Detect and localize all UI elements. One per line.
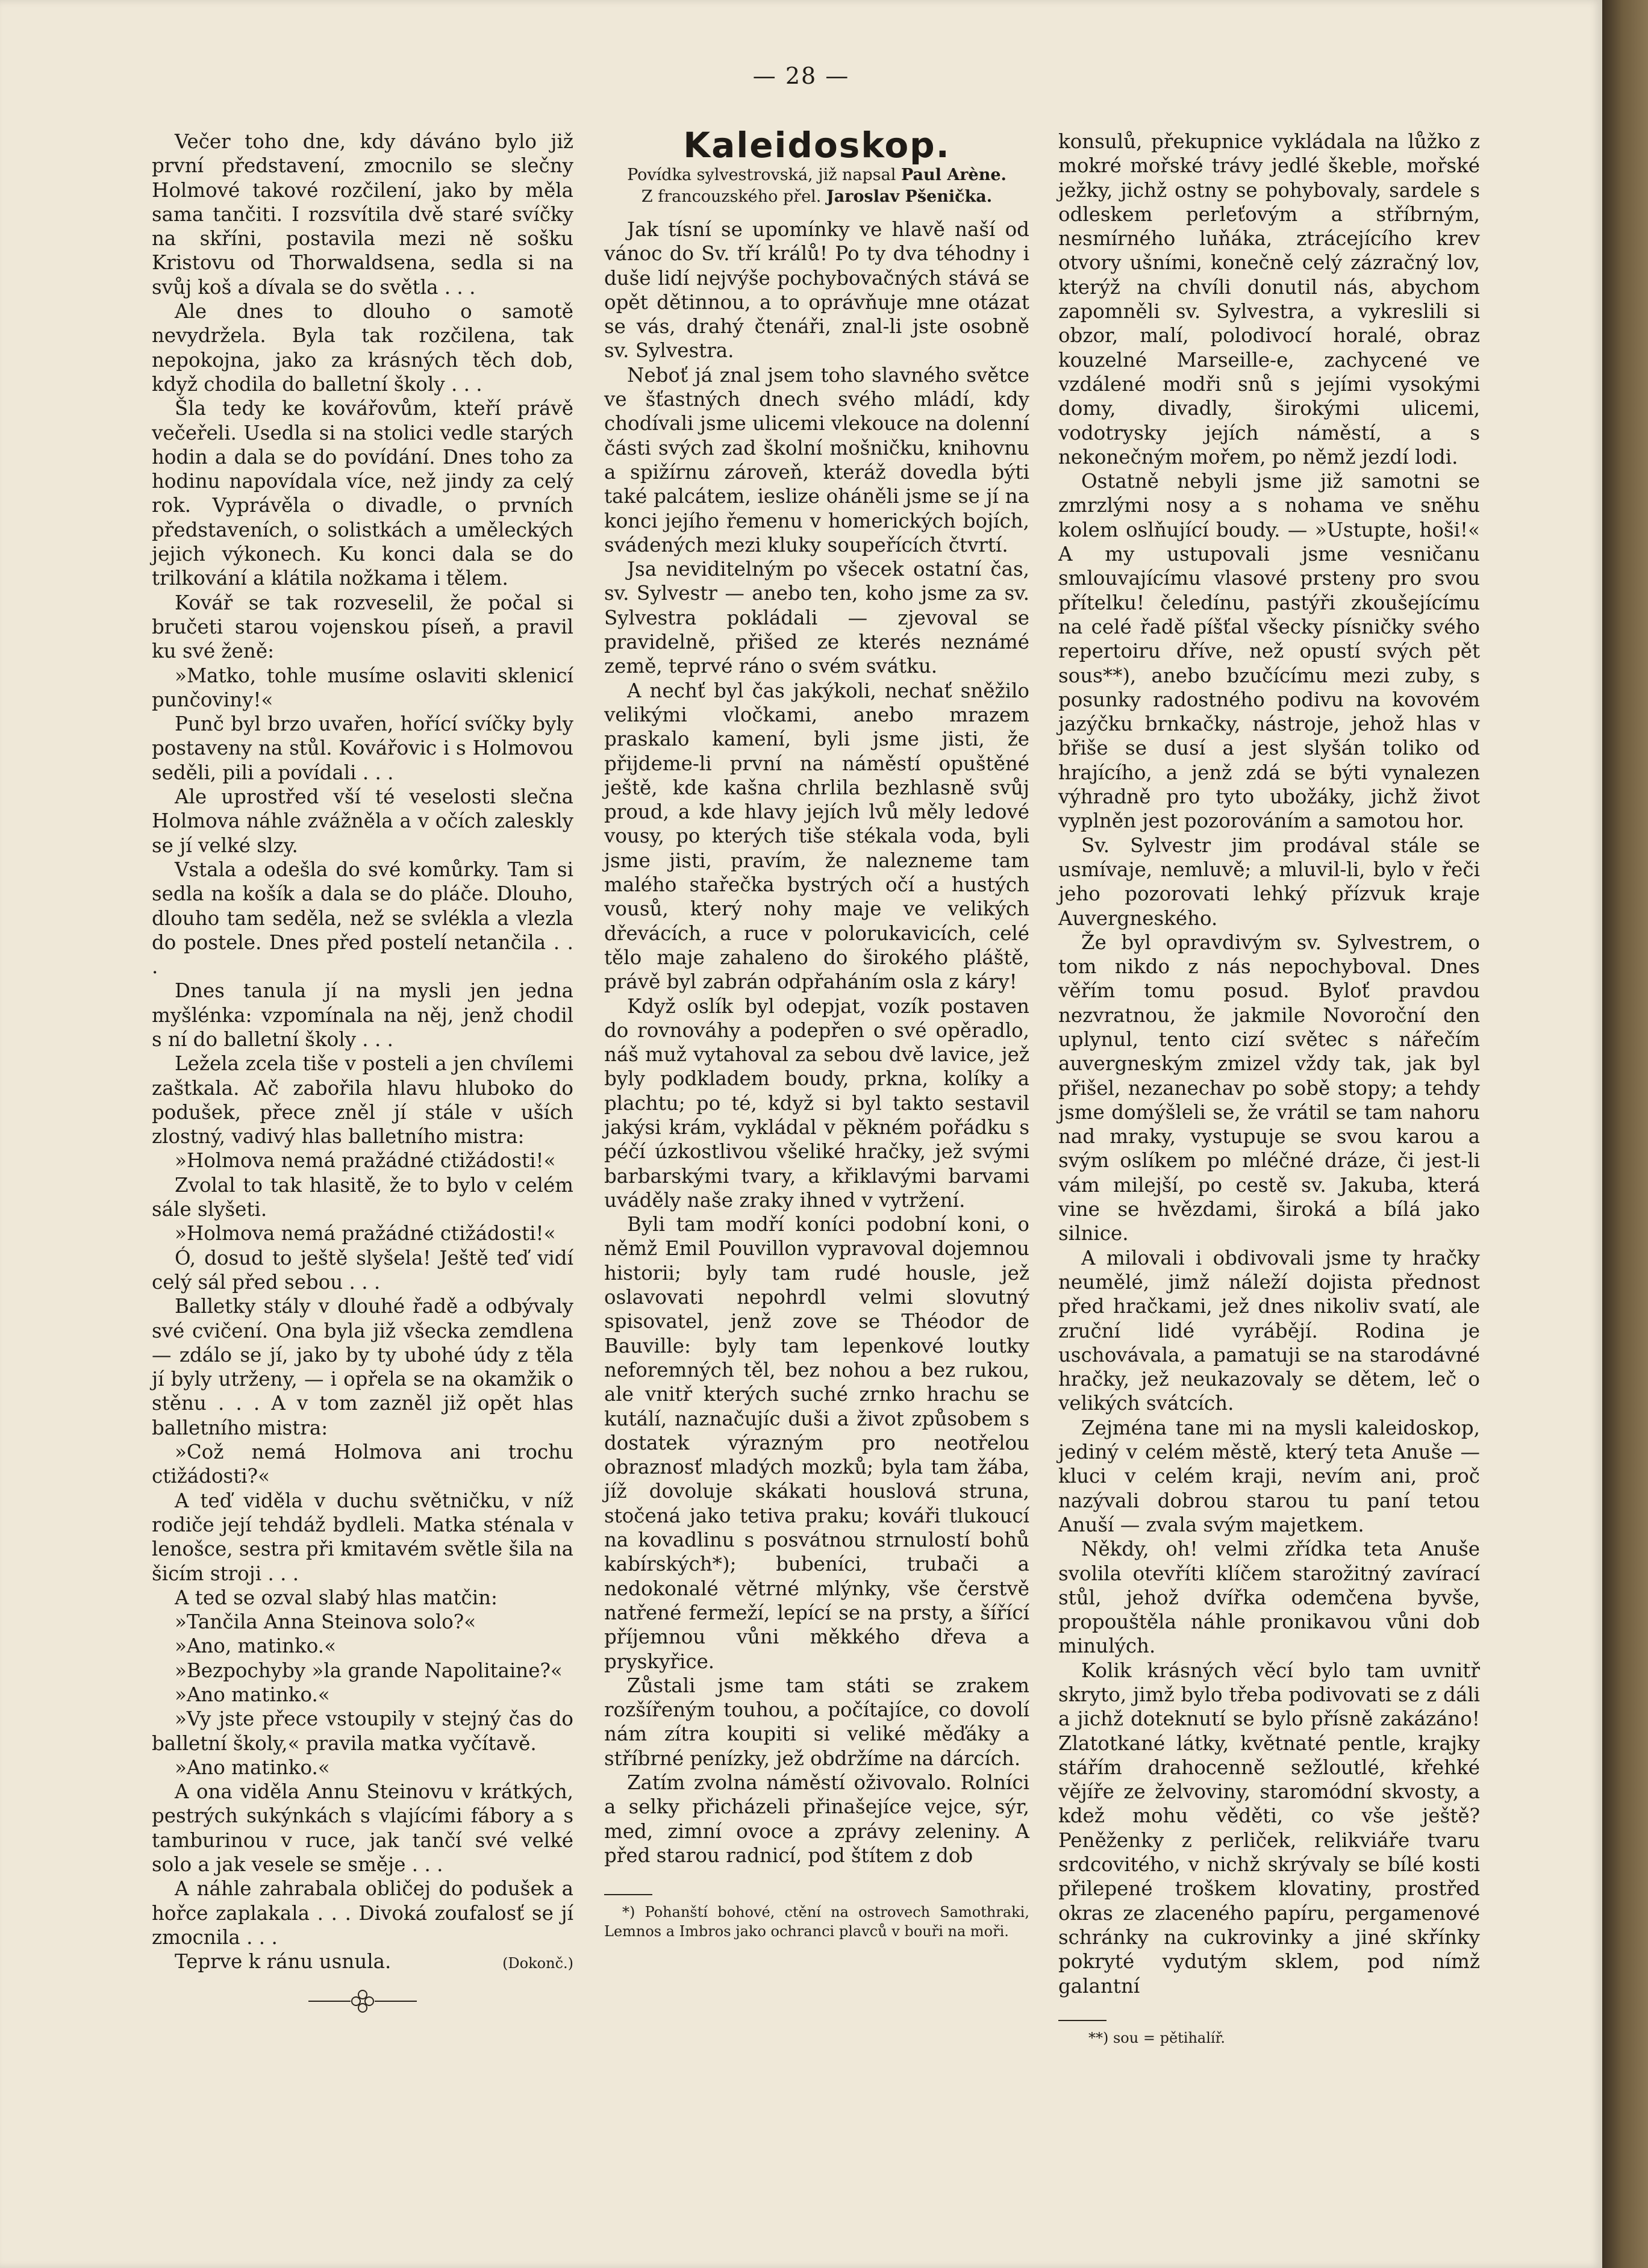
paragraph: »Bezpochyby »la grande Napolitaine?« xyxy=(175,1659,563,1682)
byline-prefix: Povídka sylvestrovská, již napsal xyxy=(627,166,896,184)
paragraph: Někdy, oh! velmi zřídka teta Anuše svolila otevříti klíčem starožitný zavírací stůl, jehož dvířka odemčena byvše, propouštěla náhle pronikavou vůni dob minulých. xyxy=(1058,1537,1480,1658)
column-3-continuation xyxy=(1058,129,1480,2048)
paragraph: Balletky stály v dlouhé řadě a odbývaly své cvičení. Ona byla již všecka zemdlena — zdálo se jí, jako by ty ubohé údy z těla jí byly utrženy, — i opřela se na okamžik o stěnu . . . A v tom zazněl již opět hlas balletního mistra: xyxy=(152,1295,573,1439)
paragraph: A náhle zahrabala obličej do podušek a hořce zaplakala . . . Divoká zoufalosť se jí zmocnila . . . xyxy=(152,1877,573,1949)
page-number: — 28 — xyxy=(752,63,850,89)
paragraph: Když oslík byl odepjat, vozík postaven do rovnováhy a podepřen o své opěradlo, náš muž vytahoval za sebou dvě lavice, jež byly podkladem boudy, prkna, kolíky a plachtu; po té, když si byl takto sestavil jakýsi krám, vykládal v pěkném pořádku s péčí úzkostlivou všeliké hračky, jež svými barbarskými tvary, a křiklavými barvami uváděly naše zraky ihned v vytržení. xyxy=(604,994,1029,1212)
translator-line xyxy=(604,186,1029,208)
footnote: **) sou = pětihalíř. xyxy=(1088,2029,1226,2046)
paragraph: A ona viděla Annu Steinovu v krátkých, pestrých sukýnkách s vlajícími fábory a s tamburinou v ruce, jak tančí své velké solo a jak vesele se směje . . . xyxy=(152,1780,573,1877)
paragraph: A teď viděla v duchu světničku, v níž rodiče její tehdáž bydleli. Matka sténala v lenošce, sestra při kmitavém světle šila na šicím stroji . . . xyxy=(152,1489,573,1585)
paragraph: »Tančila Anna Steinova solo?« xyxy=(175,1610,476,1634)
paragraph: A ted se ozval slabý hlas matčin: xyxy=(175,1586,498,1609)
paragraph: Zejména tane mi na mysli kaleidoskop, jediný v celém městě, který teta Anuše — kluci v celém kraji, nevím ani, proč nazývali dobrou starou tu paní tetou Anuší — zvala svým majetkem. xyxy=(1058,1416,1480,1536)
paragraph: konsulů, překupnice vykládala na lůžko z mokré mořské trávy jedlé škeble, mořské ježky, jichž ostny se pohybovaly, sardele s odleskem perleťovým a stříbrným, nesmírného luňáka, ztrácejícího krev otvory ušními, konečně celý zázračný lov, kterýž na chvíli donutil nás, abychom zapomněli sv. Sylvestra, a vykreslili si obzor, malí, polodivocí horalé, obraz kouzelné Marseille-e, zachycené ve vzdálené modři snů s jejími vysokými domy, divadly, širokými ulicemi, vodotrysky jejích náměstí, a s nekonečným mořem, po němž jezdí lodi. xyxy=(1058,130,1480,469)
paragraph: Kovář se tak rozveselil, že počal si bručeti starou vojenskou píseň, a pravil ku své ženě: xyxy=(152,591,573,663)
last-line: Teprve k ránu usnula. xyxy=(175,1950,392,1974)
paragraph: Šla tedy ke kovářovům, kteří právě večeřeli. Usedla si na stolici vedle starých hodin a dala se do povídání. Dnes toho za hodinu napovídala více, než jindy za celý rok. Vyprávěla o divadle, o prvních představeních, o solistkách a uměleckých jejich výkonech. Ku konci dala se do trilkování a klátila nožkama i tělem. xyxy=(152,397,573,590)
paragraph: Ležela zcela tiše v posteli a jen chvílemi zaštkala. Ač zabořila hlavu hluboko do podušek, přece zněl jí stále v uších zlostný, vadivý hlas balletního mistra: xyxy=(152,1052,573,1148)
paragraph: Večer toho dne, kdy dáváno bylo již první představení, zmocnilo se slečny Holmové takové rozčilení, jako by měla sama tančiti. I rozsvítila dvě staré svíčky na skříni, postavila mezi ně sošku Kristovu od Thorwaldsena, sedla si na svůj koš a dívala se do světla . . . xyxy=(152,130,573,299)
paragraph: Kolik krásných věcí bylo tam uvnitř skryto, jimž bylo třeba podivovati se z dáli a jichž doteknutí se bylo přísně zakázáno! Zlatotkané látky, květnaté pentle, krajky stářím drahocenně sežloutlé, křehké vějíře ze želvoviny, staromódní skvosty, a kdež mohu věděti, co vše ještě? Peněženky z perliček, relikviáře tvaru srdcovitého, v nichž skrývaly se bílé kosti přilepené troškem klovatiny, prostřed okras ze zlaceného papíru, pergamenové schránky na cukrovinky a jiné skřínky pokryté vydutým sklem, pod nímž galantní xyxy=(1058,1659,1480,1998)
translator-prefix: Z francouzského přel. xyxy=(641,187,822,206)
paragraph: »Holmova nemá pražádné ctižádosti!« xyxy=(175,1149,556,1173)
column-1-story-ending xyxy=(152,129,573,2019)
ornament-divider-icon xyxy=(152,1987,573,2019)
article-title: Kaleidoskop. xyxy=(683,125,950,166)
footnote-rule xyxy=(604,1894,652,1895)
article-byline xyxy=(604,164,1029,186)
paragraph: Byli tam modří koníci podobní koni, o němž Emil Pouvillon vypravoval dojemnou historii; byly tam rudé housle, jež oslavovati nepohrdl velmi slovutný spisovatel, jenž zove se Théodor de Bauville: byly tam lepenkové loutky neforemných těl, bez nohou a bez rukou, ale vnitř kterých suché zrnko hrachu se kutálí, naznačujíc duši a život způsobem s dostatek výrazným pro neotřelou obraznosť mladých mozků; byla tam žába, jíž dovoluje skákati houslová struna, stočená jako tetiva praku; kováři tlukoucí na kovadlinu s posvátnou strnulostí bohů kabírských*); bubeníci, trubači a nedokonalé větrné mlýnky, vše čerstvě natřené fermeží, lepící se na prsty, a šířící příjemnou vůni měkkého dřeva a pryskyřice. xyxy=(604,1213,1029,1673)
paragraph: Sv. Sylvestr jim prodával stále se usmívaje, nemluvě; a mluvil-li, bylo v řeči jeho pozorovati lehký přízvuk kraje Auvergneského. xyxy=(1058,833,1480,930)
paragraph: Ale dnes to dlouho o samotě nevydržela. Byla tak rozčilena, tak nepokojna, jako za krásných těch dob, když chodila do balletní školy . . . xyxy=(152,300,573,396)
paragraph: »Ano matinko.« xyxy=(175,1756,330,1779)
to-be-continued-note: (Dokonč.) xyxy=(502,1955,573,1972)
paragraph: Zůstali jsme tam státi se zrakem rozšířeným touhou, a počítajíce, co dovolí nám zítra koupiti si veliké měďáky a stříbrné penízky, jež obdržíme na dárcích. xyxy=(604,1674,1029,1770)
story-ending xyxy=(152,1949,573,1975)
paragraph: »Ano matinko.« xyxy=(175,1683,330,1706)
paragraph: Ó, dosud to ještě slyšela! Ještě teď vidí celý sál před sebou . . . xyxy=(152,1246,573,1294)
binding-edge xyxy=(1602,0,1648,2268)
paragraph: Neboť já znal jsem toho slavného světce ve šťastných dnech svého mládí, kdy chodívali jsme ulicemi vlekouce na dolenní části svých zad školní mošničku, knihovnu a spižírnu zároveň, kteráž dovedla býti také palcátem, ieslize oháněli jsme se jí na konci jejího řemenu v homerických bojích, svádených mezi kluky soupeřících čtvrtí. xyxy=(604,363,1029,556)
paragraph: Jsa neviditelným po všecek ostatní čas, sv. Sylvestr — anebo ten, koho jsme za sv. Sylvestra pokládali — zjevoval se pravidelně, přišed ze kterés neznámé země, teprvé ráno o svém svátku. xyxy=(604,558,1029,678)
paragraph: »Matko, tohle musíme oslaviti sklenicí punčoviny!« xyxy=(152,664,573,711)
paragraph: »Což nemá Holmova ani trochu ctižádosti?« xyxy=(152,1441,573,1488)
paragraph: Dnes tanula jí na mysli jen jedna myšlénka: vzpomínala na něj, jenž chodil s ní do balletní školy . . . xyxy=(152,979,573,1051)
translator-name: Jaroslav Pšenička. xyxy=(826,187,993,206)
paragraph: Jak tísní se upomínky ve hlavě naší od vánoc do Sv. tří králů! Po ty dva téhodny i duše lidí nejvýše pochybovačných stává se opět dětinnou, a to oprávňuje mne otázat se vás, drahý čtenáři, znal-li jste osobně sv. Sylvestra. xyxy=(604,218,1029,363)
paragraph: »Vy jste přece vstoupily v stejný čas do balletní školy,« pravila matka vyčítavě. xyxy=(152,1707,573,1755)
paragraph: Že byl opravdivým sv. Sylvestrem, o tom nikdo z nás nepochyboval. Dnes věřím tomu posud. Byloť pravdou nezvratnou, že jakmile Novoroční den uplynul, tento cizí světec s nářečím auvergneským zmizel vždy tak, jak byl přišel, nezanechav po sobě stopy; a tehdy jsme domýšleli se, že vrátil se tam nahoru nad mraky, vystupuje se svou karou a svým oslíkem po mléčné dráze, či jest-li vám milejší, po cestě sv. Jakuba, která vine se hvězdami, široká a bílá jako silnice. xyxy=(1058,930,1480,1245)
footnote-rule xyxy=(1058,2020,1106,2021)
paragraph: Zvolal to tak hlasitě, že to bylo v celém sále slyšeti. xyxy=(152,1173,573,1221)
paragraph: »Ano, matinko.« xyxy=(175,1634,336,1658)
paragraph: A nechť byl čas jakýkoli, nechať sněžilo velikými vločkami, anebo mrazem praskalo kamení, byli jsme jisti, že přijdeme-li první na náměstí opuštěné ještě, kde kašna chrlila bezhlasně svůj proud, a kde hlavy jejích lvů měly ledové vousy, po kterých tiše stékala voda, byli jsme jisti, pravím, že nalezneme tam malého stařečka bystrých očí a hustých vousů, který nohy maje ve velikých dřevácích, a ruce v polorukavicích, celé tělo maje zahaleno do širokého pláště, právě byl zabrán odpřaháním osla z káry! xyxy=(604,679,1029,994)
paragraph: Ale uprostřed vší té veselosti slečna Holmova náhle zvážněla a v očích zaleskly se jí velké slzy. xyxy=(152,785,573,857)
paragraph: Punč byl brzo uvařen, hořící svíčky byly postaveny na stůl. Kovářovic i s Holmovou seděli, pili a povídali . . . xyxy=(152,712,573,784)
paragraph: Vstala a odešla do své komůrky. Tam si sedla na košík a dala se do pláče. Dlouho, dlouho tam seděla, než se svlékla a vlezla do postele. Dnes před postelí netančila . . . xyxy=(152,858,573,979)
footnote: *) Pohanští bohové, ctění na ostrovech Samothraki, Lemnos a Imbros jako ochranci plavců v bouři na moři. xyxy=(604,1904,1029,1940)
paragraph: A milovali i obdivovali jsme ty hračky neumělé, jimž náleží dojista přednost před hračkami, jež dnes nikoliv svatí, ale zruční lidé vyrábějí. Rodina je uschovávala, a pamatuji se na starodávné hračky, jež neukazovaly se dětem, leč o velikých svátcích. xyxy=(1058,1246,1480,1415)
paragraph: Zatím zvolna náměstí oživovalo. Rolníci a selky přicházeli přinašejíce vejce, sýr, med, zimní ovoce a zprávy zeleniny. A před starou radnicí, pod štítem z dob xyxy=(604,1771,1029,1867)
author-name: Paul Arène. xyxy=(900,166,1007,184)
paragraph: Ostatně nebyli jsme již samotni se zmrzlými nosy a s nohama ve sněhu kolem oslňující boudy. — »Ustupte, hoši!« A my ustupovali jsme vesničanu smlouvajícímu vlasové prsteny pro svou přítelku! čeledínu, pastýři zkoušejícímu na celé řadě píšťal všecky písničky svého repertoiru dříve, než opustí svých pět sous**), anebo bzučícímu mezi zuby, s posunky radostného podivu na kovovém jazýčku brnkačky, nástroje, jehož hlas v břiše se dusí a jest slyšán toliko od hrajícího, a jenž zdá se býti vynalezen výhradně pro tyto ubožáky, jichž život vyplněn jest pozorováním a samotou hor. xyxy=(1058,470,1480,833)
paragraph: »Holmova nemá pražádné ctižádosti!« xyxy=(175,1222,556,1245)
column-2-text xyxy=(604,217,1029,1868)
column-3-text xyxy=(1058,129,1480,1998)
column-2-kaleidoskop xyxy=(604,125,1029,1941)
column-1-text xyxy=(152,129,573,1949)
